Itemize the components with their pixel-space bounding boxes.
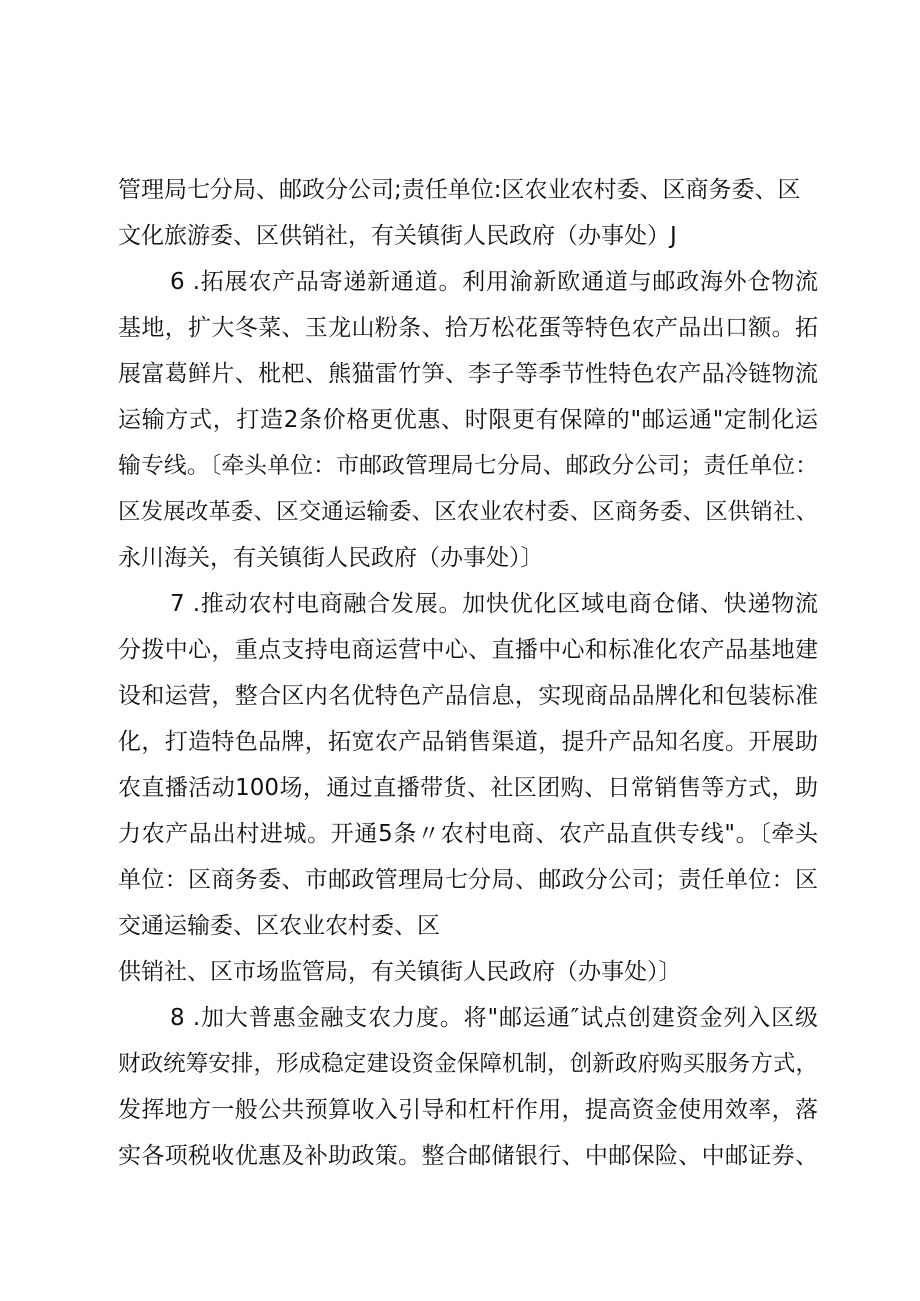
text-line: 交通运输委、区农业农村委、区 <box>118 913 440 939</box>
text-line: 实各项税收优惠及补助政策。整合邮储银行、中邮保险、中邮证券、 <box>118 1143 818 1169</box>
body-text <box>118 167 818 1179</box>
text-line: 永川海关，有关镇街人民政府（办事处）〕 <box>118 545 544 571</box>
text-line: 文化旅游委、区供销社，有关镇街人民政府（办事处）J <box>118 223 677 249</box>
text-line: 基地，扩大冬菜、玉龙山粉条、拾万松花蛋等特色农产品出口额。拓 <box>118 315 818 341</box>
text-line: 单位：区商务委、市邮政管理局七分局、邮政分公司；责任单位：区 <box>118 867 818 893</box>
text-line: 财政统筹安排，形成稳定建设资金保障机制，创新政府购买服务方式， <box>118 1051 818 1077</box>
text-line: 运输方式，打造2条价格更优惠、时限更有保障的"邮运通"定制化运 <box>118 407 818 433</box>
text-line: 管理局七分局、邮政分公司;责任单位:区农业农村委、区商务委、区 <box>118 177 801 203</box>
text-line: 区发展改革委、区交通运输委、区农业农村委、区商务委、区供销社、 <box>118 499 818 525</box>
text-line: 化，打造特色品牌，拓宽农产品销售渠道，提升产品知名度。开展助 <box>118 729 818 755</box>
text-line: 农直播活动100场，通过直播带货、社区团购、日常销售等方式，助 <box>118 775 818 801</box>
text-line: 展富葛鲜片、枇杷、熊猫雷竹笋、李子等季节性特色农产品冷链物流 <box>118 361 818 387</box>
paragraph-8-heading-line: 8 .加大普惠金融支农力度。将"邮运通″试点创建资金列入区级 <box>170 1005 818 1031</box>
text-line: 设和运营，整合区内名优特色产品信息，实现商品品牌化和包装标准 <box>118 683 818 709</box>
text-line: 力农产品出村进城。开通5条〃农村电商、农产品直供专线"。〔牵头 <box>118 821 818 847</box>
text-line: 输专线。〔牵头单位：市邮政管理局七分局、邮政分公司；责任单位： <box>118 453 818 479</box>
paragraph-6-heading-line: 6 .拓展农产品寄递新通道。利用渝新欧通道与邮政海外仓物流 <box>170 269 818 295</box>
text-line: 分拨中心，重点支持电商运营中心、直播中心和标准化农产品基地建 <box>118 637 818 663</box>
paragraph-7-heading-line: 7 .推动农村电商融合发展。加快优化区域电商仓储、快递物流 <box>170 591 818 617</box>
text-line: 供销社、区市场监管局，有关镇街人民政府（办事处）〕 <box>118 959 682 985</box>
text-line: 发挥地方一般公共预算收入引导和杠杆作用，提高资金使用效率，落 <box>118 1097 818 1123</box>
